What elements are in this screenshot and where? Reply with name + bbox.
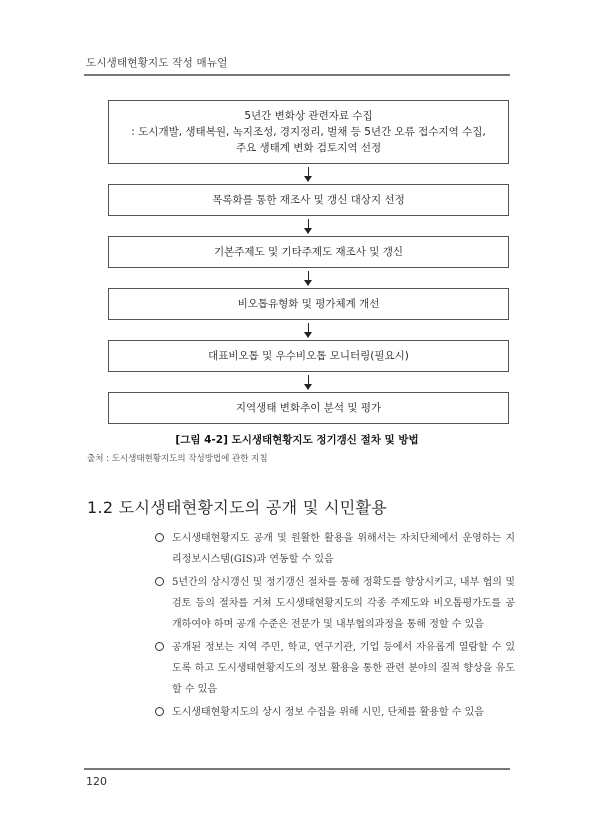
circle-bullet-icon xyxy=(155,577,164,586)
flow-box-line: : 도시개발, 생태복원, 녹지조성, 경지정리, 벌채 등 5년간 오류 접수지역 수집, xyxy=(131,125,486,138)
figure-source: 출처 : 도시생태현황지도의 작성방법에 관한 지침 xyxy=(87,454,268,464)
flow-box-resurvey xyxy=(108,236,509,268)
flow-box-line: 주요 생태계 변화 검토지역 선정 xyxy=(235,142,382,155)
down-arrow-icon xyxy=(108,216,509,236)
flow-box-line: 5년간 변화상 관련자료 수집 xyxy=(244,109,373,122)
down-arrow-icon xyxy=(108,372,509,392)
list-item xyxy=(155,572,515,635)
list-item-text: 5년간의 상시갱신 및 정기갱신 절차를 통해 정확도를 향상시키고, 내부 협의 및 검토 등의 절차를 거쳐 도시생태현황지도의 각종 주제도와 비오톱평가도를 공개하여야 하며 공개 수준은 전문가 및 내부협의과정을 통해 정할 수 있음 xyxy=(172,577,515,630)
flow-box-analysis xyxy=(108,392,509,424)
circle-bullet-icon xyxy=(155,642,164,651)
flow-box-monitoring xyxy=(108,340,509,372)
running-header: 도시생태현황지도 작성 매뉴얼 xyxy=(86,57,228,69)
header-rule xyxy=(84,74,510,76)
list-item-text: 도시생태현황지도 공개 및 원활한 활용을 위해서는 자치단체에서 운영하는 지리정보시스템(GIS)과 연동할 수 있음 xyxy=(172,533,515,565)
list-item-text: 도시생태현황지도의 상시 정보 수집을 위해 시민, 단체를 활용할 수 있음 xyxy=(172,707,484,718)
down-arrow-icon xyxy=(108,268,509,288)
circle-bullet-icon xyxy=(155,707,164,716)
list-item xyxy=(155,637,515,700)
footer-rule xyxy=(84,768,510,770)
down-arrow-icon xyxy=(108,164,509,184)
flow-box-label: 기본주제도 및 기타주제도 재조사 및 갱신 xyxy=(213,245,404,258)
list-item-text: 공개된 정보는 지역 주민, 학교, 연구기관, 기업 등에서 자유롭게 열람할 수 있도록 하고 도시생태현황지도의 정보 활용을 통한 관련 분야의 질적 향상을 유도할 수 있음 xyxy=(172,642,515,695)
bullet-list xyxy=(155,528,515,725)
figure-caption: [그림 4-2] 도시생태현황지도 정기갱신 절차 및 방법 xyxy=(175,434,419,446)
list-item xyxy=(155,528,515,570)
circle-bullet-icon xyxy=(155,533,164,542)
flow-box-data-collection xyxy=(108,100,509,164)
flow-box-target-selection xyxy=(108,184,509,216)
flowchart xyxy=(108,100,509,424)
flow-box-label: 지역생태 변화추이 분석 및 평가 xyxy=(235,401,382,414)
flow-box-label: 대표비오톱 및 우수비오톱 모니터링(필요시) xyxy=(208,349,409,362)
page-number: 120 xyxy=(86,775,107,788)
flow-box-label: 목록화를 통한 재조사 및 갱신 대상지 선정 xyxy=(212,193,405,206)
flow-box-biotope-typing xyxy=(108,288,509,320)
list-item xyxy=(155,702,515,723)
flow-box-label: 비오톱유형화 및 평가체계 개선 xyxy=(237,297,380,310)
section-title: 1.2 도시생태현황지도의 공개 및 시민활용 xyxy=(87,498,387,517)
down-arrow-icon xyxy=(108,320,509,340)
